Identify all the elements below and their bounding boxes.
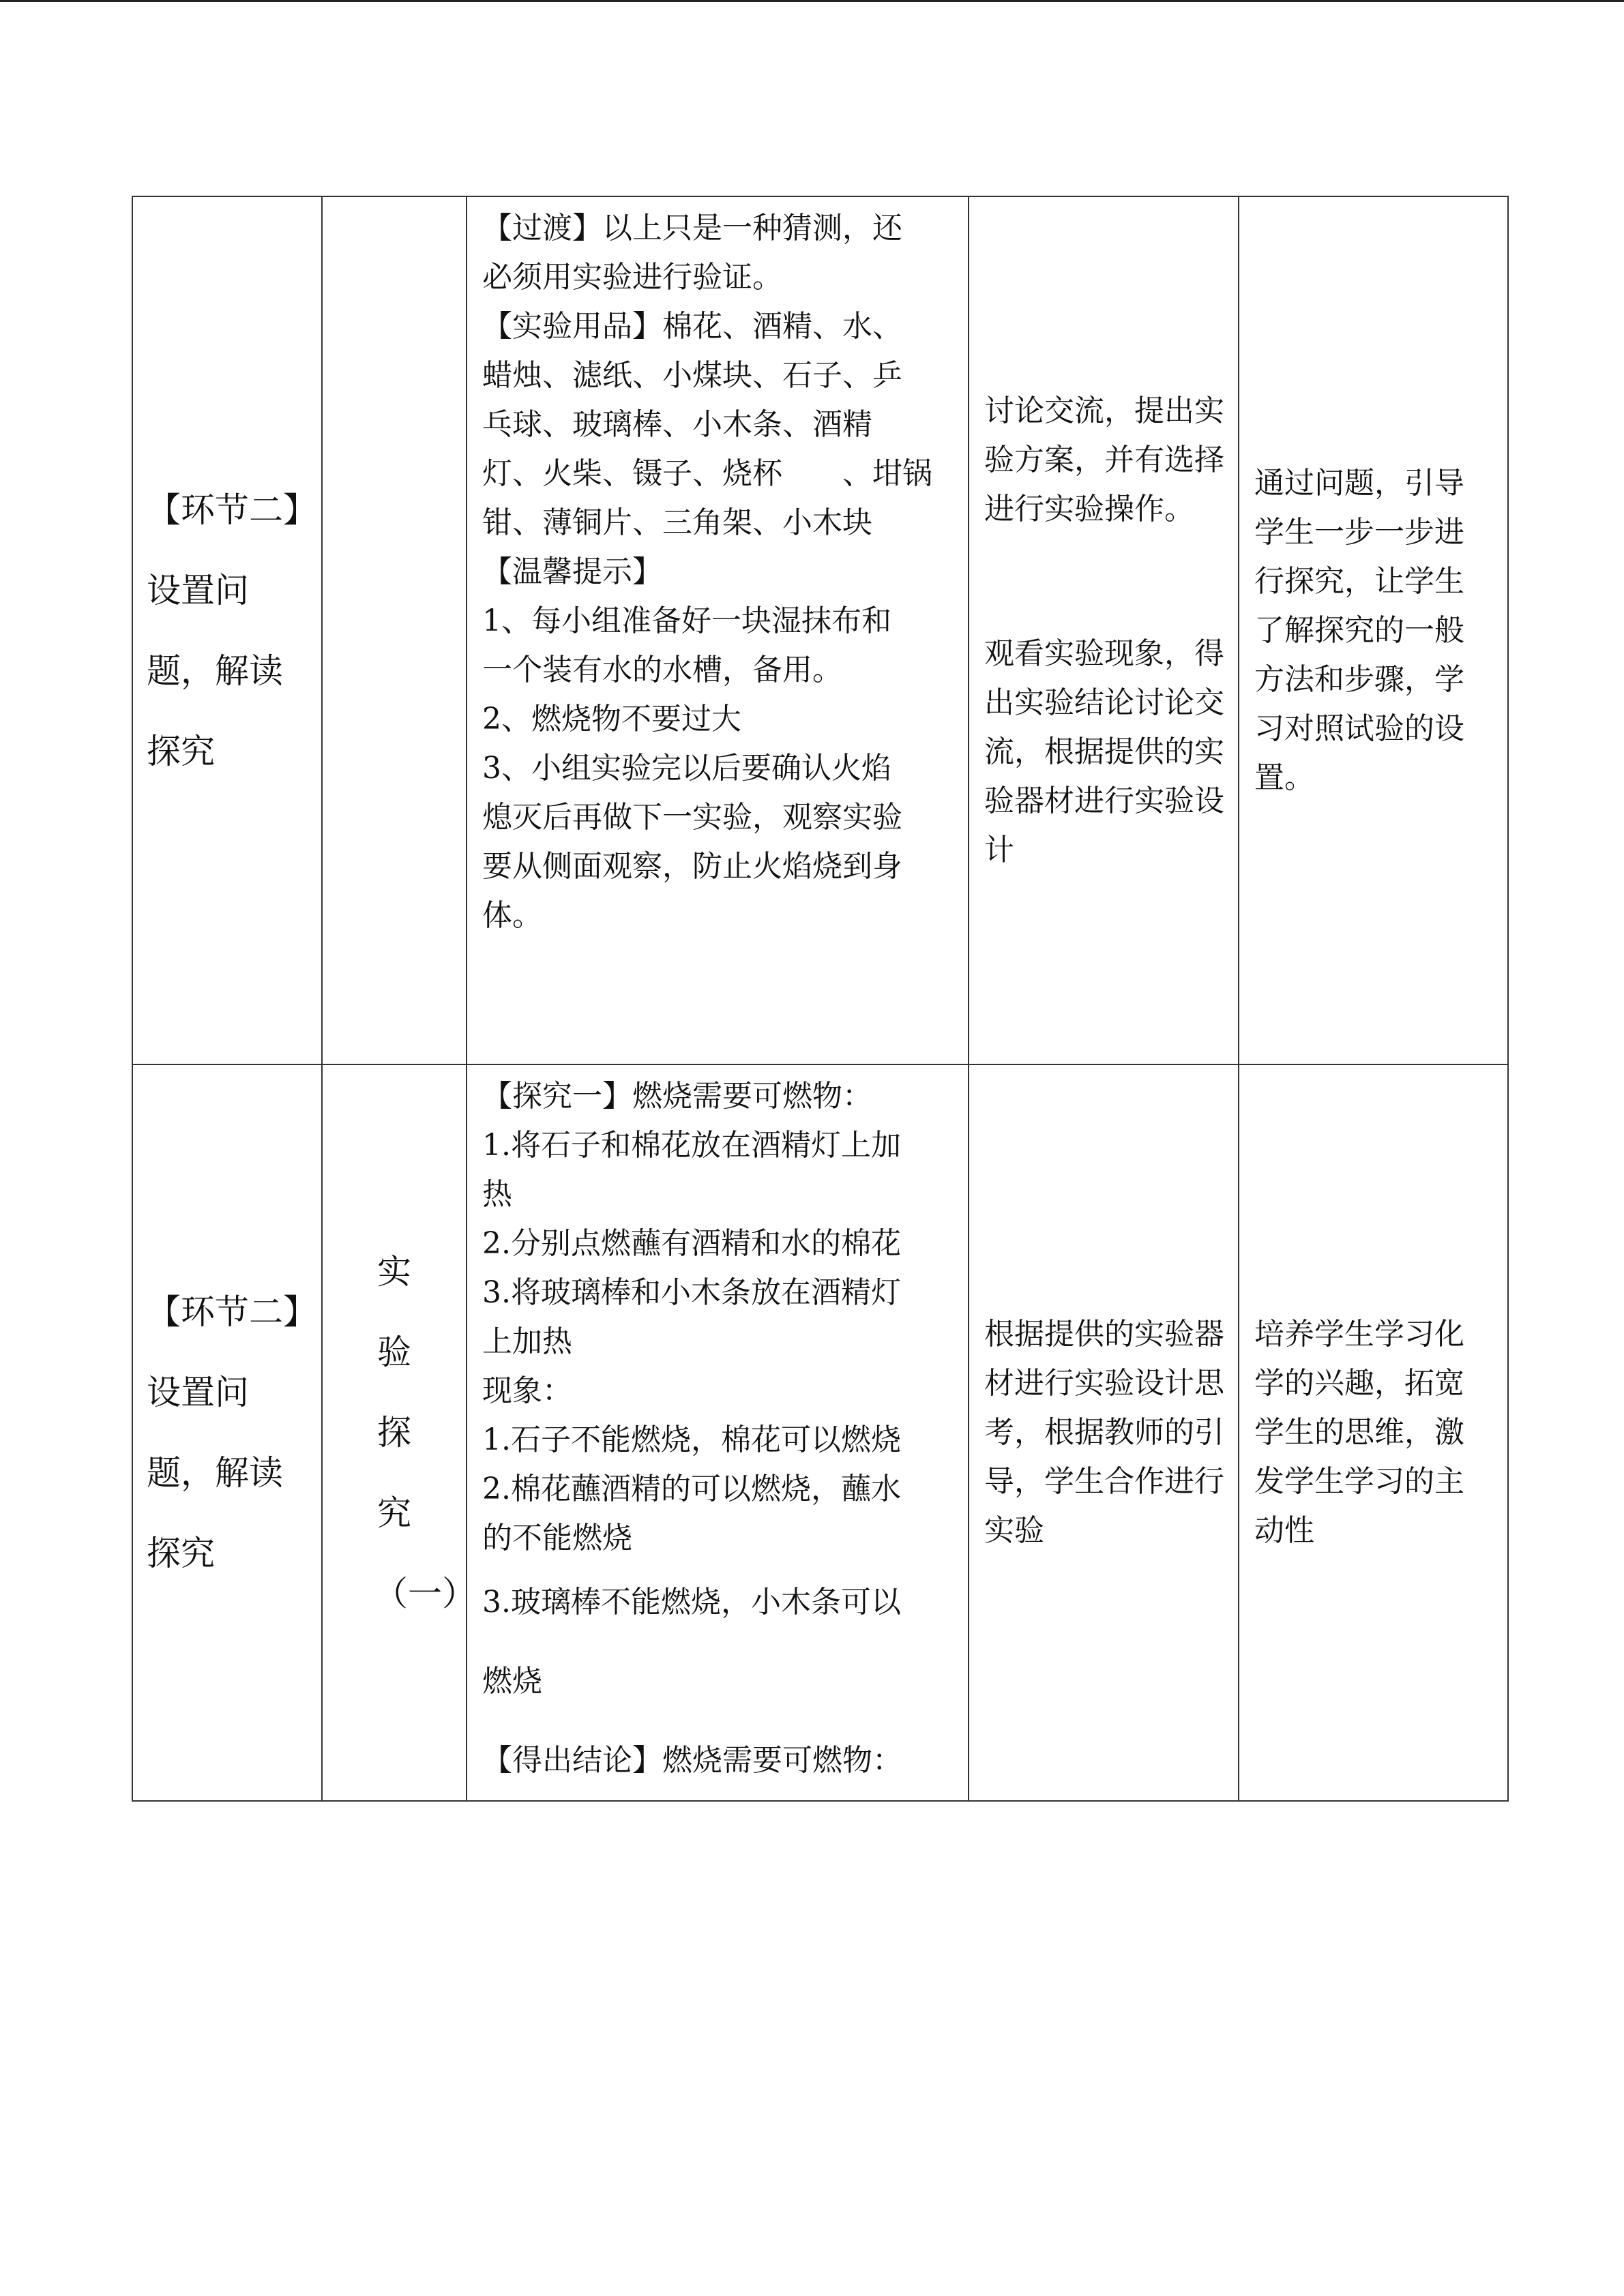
design-intent-cell (1239, 1064, 1508, 1801)
content-line: 1.将石子和棉花放在酒精灯上加 (482, 1128, 901, 1163)
design-intent-cell (1239, 196, 1508, 1064)
content-line: 2、燃烧物不要过大 (482, 702, 741, 736)
stage-text: 【环节二】设置问题，解读探究 (147, 490, 300, 771)
content-line: 【得出结论】燃烧需要可燃物： (482, 1743, 902, 1778)
design-intent-text: 培养学生学习化学的兴趣，拓宽学生的思维，激发学生学习的主动性 (1254, 1317, 1464, 1548)
student-activity-text: 观看实验现象，得出实验结论讨论交流，根据提供的实验器材进行实验设计 (984, 636, 1224, 867)
content-line: 3.将玻璃棒和小木条放在酒精灯 (482, 1275, 901, 1310)
page-top-rule (0, 0, 1624, 2)
student-activity-cell (969, 1064, 1239, 1801)
content-line: 【温馨提示】 (482, 554, 662, 589)
content-line: 3.玻璃棒不能燃烧，小木条可以 (482, 1585, 901, 1620)
content-line: 1、每小组准备好一块湿抹布和 (482, 603, 891, 638)
content-line: 一个装有水的水槽，备用。 (482, 653, 842, 687)
content-line: 上加热 (482, 1324, 572, 1359)
stage-text: 【环节二】设置问题，解读探究 (147, 1292, 300, 1573)
content-line: 熄灭后再做下一实验，观察实验 (482, 800, 902, 835)
content-line: 体。 (482, 898, 542, 933)
content-line: 1.石子不能燃烧，棉花可以燃烧 (482, 1422, 901, 1457)
design-intent-text: 通过问题，引导学生一步一步进行探究，让学生了解探究的一般方法和步骤，学习对照试验的设置。 (1254, 465, 1464, 795)
content-line: 现象： (482, 1373, 572, 1408)
lesson-plan-table (132, 196, 1509, 1802)
table-row (132, 196, 1508, 1064)
content-line: 蜡烛、滤纸、小煤块、石子、乒 (482, 358, 902, 393)
stage-cell (132, 1064, 322, 1801)
content-line: 的不能燃烧 (482, 1521, 632, 1555)
teacher-activity-cell (467, 1064, 969, 1801)
content-line: 灯、火柴、镊子、烧杯 、坩锅 (482, 456, 932, 491)
student-activity-text: 讨论交流，提出实验方案，并有选择进行实验操作。 (984, 393, 1224, 526)
content-line: 【过渡】以上只是一种猜测，还 (482, 211, 902, 245)
content-line: 2.分别点燃蘸有酒精和水的棉花 (482, 1226, 901, 1261)
content-line: 乓球、玻璃棒、小木条、酒精 (482, 407, 872, 442)
student-activity-text: 根据提供的实验器材进行实验设计思考，根据教师的引导，学生合作进行实验 (984, 1317, 1224, 1548)
content-line: 必须用实验进行验证。 (482, 260, 782, 295)
step-cell (322, 1064, 476, 1801)
teacher-activity-cell (467, 196, 969, 1064)
content-line: 2.棉花蘸酒精的可以燃烧，蘸水 (482, 1472, 901, 1506)
content-line: 热 (482, 1177, 512, 1212)
student-activity-cell (969, 196, 1239, 1064)
content-line: 钳、薄铜片、三角架、小木块 (482, 505, 872, 540)
content-line: 【探究一】燃烧需要可燃物： (482, 1079, 872, 1114)
stage-cell (132, 196, 322, 1064)
step-cell (322, 196, 467, 1064)
table-row (132, 1064, 1508, 1801)
content-line: 燃烧 (482, 1664, 542, 1699)
content-line: 【实验用品】棉花、酒精、水、 (482, 309, 902, 344)
content-line: 要从侧面观察，防止火焰烧到身 (482, 849, 902, 884)
step-text: 实验探究（一） (374, 1252, 476, 1613)
content-line: 3、小组实验完以后要确认火焰 (482, 751, 891, 786)
spacer (984, 534, 1224, 629)
